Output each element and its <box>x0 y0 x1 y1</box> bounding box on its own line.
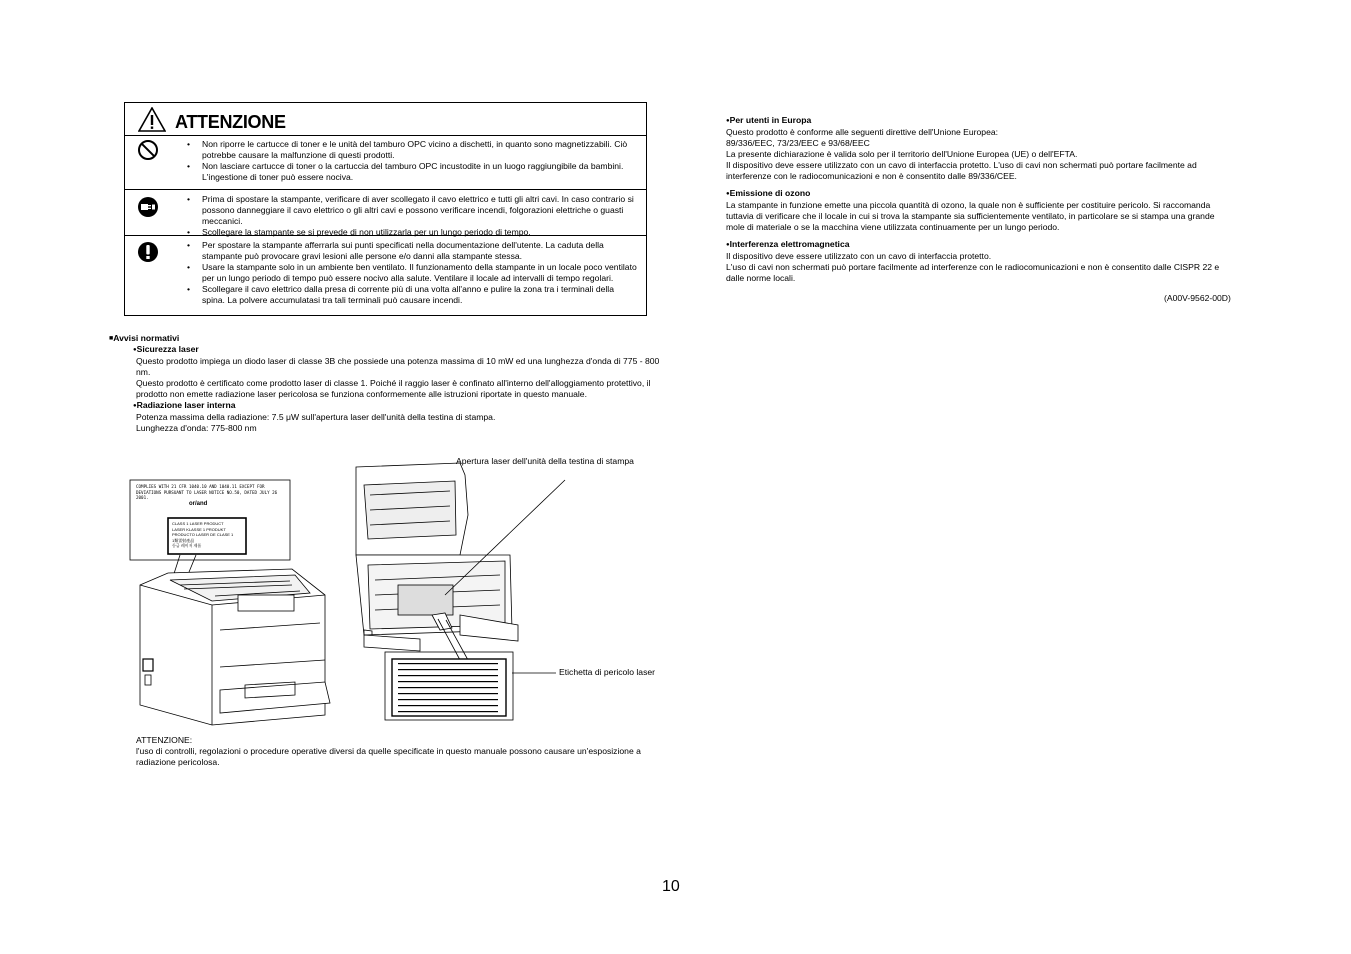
emi-line: Il dispositivo deve essere utilizzato con un cavo di interfaccia protetto. <box>726 251 992 261</box>
emi-section <box>726 239 1231 284</box>
warning-icon-cell <box>125 135 171 189</box>
laser-safety-heading: ● Sicurezza laser <box>133 344 669 356</box>
aperture-label: Apertura laser dell'unità della testina di stampa <box>456 456 634 466</box>
internal-radiation-paragraph: Lunghezza d'onda: 775-800 nm <box>136 423 257 433</box>
internal-radiation-paragraph: Potenza massima della radiazione: 7.5 μW sull'apertura laser dell'unità della testina di stampa. <box>136 412 496 422</box>
exclamation-icon <box>137 241 159 263</box>
warning-item: • Non riporre le cartucce di toner e le unità del tamburo OPC vicino a dischetti, in quanto sono magnetizzabili. Ciò potrebbe causare la malfunzione di questi prodotti. <box>187 139 638 161</box>
warning-list <box>187 194 638 238</box>
page-number: 10 <box>662 878 680 895</box>
warning-row-storage <box>125 135 646 190</box>
europe-heading: ● Per utenti in Europa <box>726 115 1231 127</box>
warning-box <box>124 102 647 316</box>
europe-line: 89/336/EEC, 73/23/EEC e 93/68/EEC <box>726 138 870 148</box>
europe-line: La presente dichiarazione è valida solo per il territorio dell'Unione Europea (UE) o dell'EFTA. <box>726 149 1078 159</box>
internal-radiation-heading: ● Radiazione laser interna <box>133 400 669 412</box>
or-and-text: or/and <box>189 501 208 507</box>
warning-icon-cell <box>125 236 171 316</box>
warning-item: • Usare la stampante solo in un ambiente ben ventilato. Il funzionamento della stampante in un locale poco ventilato per un lungo periodo di tempo può essere nocivo alla salute. Ventilare il locale ad intervalli di tempo regolari. <box>187 262 638 284</box>
notices-heading: ■ Avvisi normativi <box>109 333 669 344</box>
laser-label-figure <box>120 455 680 730</box>
warning-title: ATTENZIONE <box>175 112 286 132</box>
warning-header <box>125 103 646 136</box>
europe-section <box>726 115 1231 182</box>
emi-line: L'uso di cavi non schermati può portare facilmente ad interferenze con le radiocomunicazioni e non è consentito dalle CISPR 22 e dalle norme locali. <box>726 262 1220 283</box>
prohibition-icon <box>137 139 159 161</box>
ozone-text: La stampante in funzione emette una piccola quantità di ozono, la quale non è sufficiente per costituire pericolo. Si raccomanda tuttavia di verificare che il locale in cui si trova la stampante sia sufficientemente ventilato, in particolare se si stampa una grande mole di materiale o se la macchina viene utilizzata continuamente per un lungo periodo. <box>726 200 1215 232</box>
europe-line: Il dispositivo deve essere utilizzato con un cavo di interfaccia protetto. L'uso di cavi non schermati può portare facilmente ad interferenze con le radiocomunicazioni e non è consentito dalle 89/336/CEE. <box>726 160 1197 181</box>
compliance-text: COMPLIES WITH 21 CFR 1040.10 AND 1040.11 EXCEPT FOR DEVIATIONS PURSUANT TO LASER NOTICE NO.50, DATED JULY 26 2001. <box>136 484 278 501</box>
laser-safety-paragraph: Questo prodotto impiega un diodo laser di classe 3B che possiede una potenza massima di 10 mW ed una lunghezza d'onda di 775 - 800 nm. <box>136 356 660 377</box>
warning-item: • Per spostare la stampante afferrarla sui punti specificati nella documentazione dell'utente. La caduta della stampante può provocare gravi lesioni alle persone e/o danni alla stampante stessa. <box>187 240 638 262</box>
warning-item: • Scollegare la stampante se si prevede di non utilizzarla per un lungo periodo di tempo. <box>187 227 638 238</box>
warning-item: • Non lasciare cartucce di toner o la cartuccia del tamburo OPC incustodite in un luogo raggiungibile da bambini. L'ingestione di toner può essere nociva. <box>187 161 638 183</box>
document-code: (A00V-9562-00D) <box>1164 293 1231 303</box>
warning-row-handling <box>125 236 646 316</box>
danger-label-caption: Etichetta di pericolo laser <box>559 667 656 677</box>
warning-icon-cell <box>125 190 171 235</box>
class-label-text: CLASS 1 LASER PRODUCT LASER KLASSE 1 PRODUKT PRODUCTO LASER DE CLASE 1 1類雷射產品 등급 레이저 제품 <box>172 521 234 548</box>
caution-text: l'uso di controlli, regolazioni o procedure operative diversi da quelle specificate in questo manuale possono causare un'esposizione a radiazione pericolosa. <box>136 746 641 767</box>
warning-row-moving <box>125 190 646 236</box>
ozone-section <box>726 188 1231 233</box>
warning-item: • Scollegare il cavo elettrico dalla presa di corrente più di una volta all'anno e pulire la zona tra i terminali della spina. La polvere accumulatasi tra tali terminali può causare incendi. <box>187 284 638 306</box>
warning-triangle-icon <box>138 107 166 132</box>
unplug-icon <box>137 196 159 218</box>
caution-heading: ATTENZIONE: <box>136 735 193 745</box>
regulatory-notices <box>109 333 669 434</box>
laser-safety-paragraph: Questo prodotto è certificato come prodotto laser di classe 1. Poiché il raggio laser è confinato all'interno dell'alloggiamento protettivo, il prodotto non emette radiazione laser pericolosa se funziona conformemente alle istruzioni riportate in questo manuale. <box>136 378 651 399</box>
emi-heading: ● Interferenza elettromagnetica <box>726 239 1231 251</box>
warning-list <box>187 139 638 183</box>
warning-item: • Prima di spostare la stampante, verificare di aver scollegato il cavo elettrico e tutti gli altri cavi. In caso contrario si possono danneggiare il cavo elettrico o gli altri cavi e possono verificare incendi, folgorazioni elettriche o guasti meccanici. <box>187 194 638 227</box>
warning-list <box>187 240 638 306</box>
caution-note <box>136 735 646 768</box>
europe-line: Questo prodotto è conforme alle seguenti direttive dell'Unione Europea: <box>726 127 999 137</box>
ozone-heading: ● Emissione di ozono <box>726 188 1231 200</box>
